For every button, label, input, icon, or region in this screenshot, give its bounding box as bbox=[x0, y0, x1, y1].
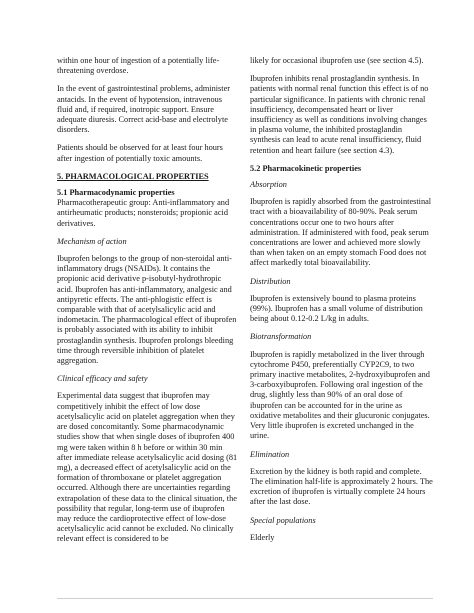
pharmacotherapeutic-paragraph: Pharmacotherapeutic group: Anti-inflammatory and antirheumatic products; nonsteroids; propionic acid derivatives. bbox=[57, 198, 230, 228]
gastro-paragraph: In the event of gastrointestinal problems, administer antacids. In the event of hypotension, intravenous fluid and, if required, inotropic support. Ensure adequate diuresis. Correct acid-base and electrolyte disorders. bbox=[57, 84, 231, 135]
heading-clinical-efficacy: Clinical efficacy and safety bbox=[57, 374, 148, 384]
heading-mechanism-of-action: Mechanism of action bbox=[57, 236, 127, 246]
occasional-use-paragraph: likely for occasional ibuprofen use (see section 4.5). bbox=[250, 56, 424, 65]
heading-special-populations: Special populations bbox=[250, 515, 316, 525]
biotransformation-paragraph: Ibuprofen is rapidly metabolized in the liver through cytochrome P450, preferentially CYP2C9, to two primary inactive metabolites, 2-hydroxyibuprofen and 3-carboxyibuprofen. Following oral ingestion of the drug, slightly less than 90% of an oral dose of ibuprofen can be accounted for in the urine as oxidative metabolites and their glucuronic conjugates. Very little ibuprofen is excreted unchanged in the urine. bbox=[250, 349, 430, 441]
elderly-paragraph: Elderly bbox=[250, 532, 275, 542]
right-column bbox=[250, 56, 433, 551]
heading-elimination: Elimination bbox=[250, 449, 290, 459]
elimination-paragraph: Excretion by the kidney is both rapid and complete. The elimination half-life is approximately 2 hours. The excretion of ibuprofen is virtually complete 24 hours after the last dose. bbox=[250, 466, 433, 507]
heading-absorption: Absorption bbox=[250, 180, 287, 190]
renal-paragraph: Ibuprofen inhibits renal prostaglandin synthesis. In patients with normal renal function this effect is of no particular significance. In patients with chronic renal insufficiency, decompensated heart or liver insufficiency as well as conditions involving changes in plasma volume, the inhibited prostaglandin synthesis can lead to acute renal insufficiency, fluid retention and heart failure (see section 4.3). bbox=[250, 74, 429, 155]
absorption-paragraph: Ibuprofen is rapidly absorbed from the gastrointestinal tract with a bioavailability of 80-90%. Peak serum concentrations occur one to two hours after administration. If administered with food, peak serum concentrations are lower and achieved more slowly than when taken on an empty stomach Food does not affect markedly total bioavailability. bbox=[250, 197, 432, 268]
observation-paragraph: Patients should be observed for at least four hours after ingestion of potentially toxic amounts. bbox=[57, 143, 223, 163]
section-heading-pharmacological: 5. PHARMACOLOGICAL PROPERTIES bbox=[57, 171, 209, 181]
mechanism-paragraph: Ibuprofen belongs to the group of non-steroidal anti-inflammatory drugs (NSAIDs). It contains the propionic acid derivative p-isobutyl-hydrothropic acid. Ibuprofen has anti-inflammatory, analgesic and antipyretic effects. The anti-phlogistic effect is comparable with that of acetylsalicylic acid and indometacin. The pharmacological effect of ibuprofen is probably associated with its ability to inhibit prostaglandin synthesis. Ibuprofen prolongs bleeding time through reversible inhibition of platelet aggregation. bbox=[57, 254, 237, 366]
heading-biotransformation: Biotransformation bbox=[250, 332, 312, 342]
page-bottom-rule bbox=[57, 598, 433, 599]
left-column bbox=[57, 56, 239, 553]
subheading-pharmacokinetic: 5.2 Pharmacokinetic properties bbox=[250, 163, 362, 173]
clinical-paragraph: Experimental data suggest that ibuprofen may competitively inhibit the effect of low dose acetylsalicylic acid on platelet aggregation when they are dosed concomitantly. Some pharmacodynamic studies show that when single doses of ibuprofen 400 mg were taken within 8 h before or within 30 min after immediate release acetylsalicylic acid dosing (81 mg), a decreased effect of acetylsalicylic acid on the formation of thromboxane or platelet aggregation occurred. Although there are uncertainties regarding extrapolation of these data to the clinical situation, the possibility that regular, long-term use of ibuprofen may reduce the cardioprotective effect of low-dose acetylsalicylic acid cannot be excluded. No clinically relevant effect is considered to be bbox=[57, 391, 238, 544]
overdose-paragraph: within one hour of ingestion of a potentially life-threatening overdose. bbox=[57, 56, 220, 76]
heading-distribution: Distribution bbox=[250, 276, 291, 286]
distribution-paragraph: Ibuprofen is extensively bound to plasma proteins (99%). Ibuprofen has a small volume of distribution being about 0.12-0.2 L/kg in adults. bbox=[250, 293, 423, 324]
subheading-pharmacodynamic: 5.1 Pharmacodynamic properties bbox=[57, 188, 175, 198]
